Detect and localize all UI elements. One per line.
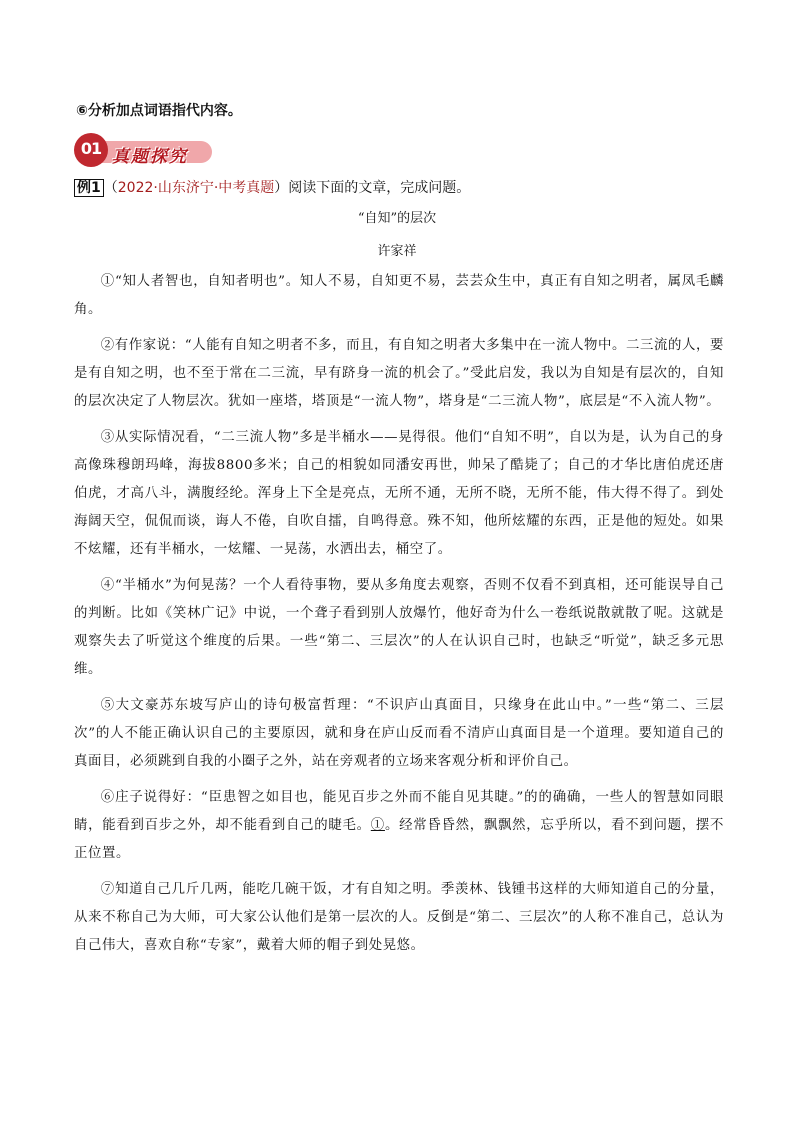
- article-body: [74, 268, 724, 968]
- paragraph-6: [74, 784, 724, 868]
- paragraph-5: ⑤大文豪苏东坡写庐山的诗句极富哲理：“不识庐山真面目，只缘身在此山中。”一些“第二、三层次”的人不能正确认识自己的主要原因，就和身在庐山反而看不清庐山真面目是一个道理。要知道自己的真面目，必须跳到自我的小圈子之外，站在旁观者的立场来客观分析和评价自己。: [74, 698, 724, 769]
- paragraph-6-text-b: 。经常昏昏然，飘飘然，忘乎所以，看不到问题，摆不正位置。: [74, 818, 724, 861]
- example-header: 例1 （2022·山东济宁·中考真题）阅读下面的文章，完成问题。: [74, 177, 470, 197]
- paragraph-6-text-a: ⑥庄子说得好：“臣患智之如目也，能见百步之外而不能自见其睫。”的的确确，一些人的智慧如同眼睛，能看到百步之外，却不能看到自己的睫毛。: [74, 790, 724, 833]
- paragraph-7: ⑦知道自己几斤几两，能吃几碗干饭，才有自知之明。季羡林、钱锺书这样的大师知道自己的分量，从来不称自己为大师，可大家公认他们是第一层次的人。反倒是“第二、三层次”的人称不准自己，总认为自己伟大，喜欢自称“专家”，戴着大师的帽子到处晃悠。: [74, 882, 724, 953]
- paragraph-2: ②有作家说：“人能有自知之明者不多，而且，有自知之明者大多集中在一流人物中。二三流的人，要是有自知之明，也不至于常在二三流，早有跻身一流的机会了。”受此启发，我以为自知是有层次的，自知的层次决定了人物层次。犹如一座塔，塔顶是“一流人物”，塔身是“二三流人物”，底层是“不入流人物”。: [74, 338, 724, 409]
- example-tag: 例1: [74, 179, 104, 197]
- paragraph-3: ③从实际情况看，“二三流人物”多是半桶水——晃得很。他们“自知不明”，自以为是，认为自己的身高像珠穆朗玛峰，海拔8800多米；自己的相貌如同潘安再世，帅呆了酷毙了；自己的才华比唐伯虎还唐伯虎，才高八斗，满腹经纶。浑身上下全是亮点，无所不通，无所不晓，无所不能，伟大得不得了。到处海阔天空，侃侃而谈，诲人不倦，自吹自擂，自鸣得意。殊不知，他所炫耀的东西，正是他的短处。如果不炫耀，还有半桶水，一炫耀、一晃荡，水洒出去，桶空了。: [74, 430, 724, 557]
- paragraph-1: ①“知人者智也，自知者明也”。知人不易，自知更不易，芸芸众生中，真正有自知之明者，属凤毛麟角。: [74, 274, 724, 317]
- article-author: 许家祥: [377, 244, 417, 259]
- paragraph-4: ④“半桶水”为何晃荡？一个人看待事物，要从多角度去观察，否则不仅看不到真相，还可能误导自己的判断。比如《笑林广记》中说，一个聋子看到别人放爆竹，他好奇为什么一卷纸说散就散了呢。这就是观察失去了听觉这个维度的后果。一些“第二、三层次”的人在认识自己时，也缺乏“听觉”，缺乏多元思维。: [74, 578, 724, 677]
- banner-title: 真题探究: [112, 147, 188, 167]
- section-banner: [74, 133, 214, 169]
- example-source: 2022·山东济宁·中考真题: [117, 180, 275, 196]
- example-prompt: 阅读下面的文章，完成问题。: [288, 180, 471, 196]
- blank-marker: ①: [370, 818, 385, 833]
- instruction-text: ⑥分析加点词语指代内容。: [76, 103, 242, 119]
- article-title: “自知”的层次: [357, 211, 437, 226]
- banner-number: 01: [80, 139, 102, 158]
